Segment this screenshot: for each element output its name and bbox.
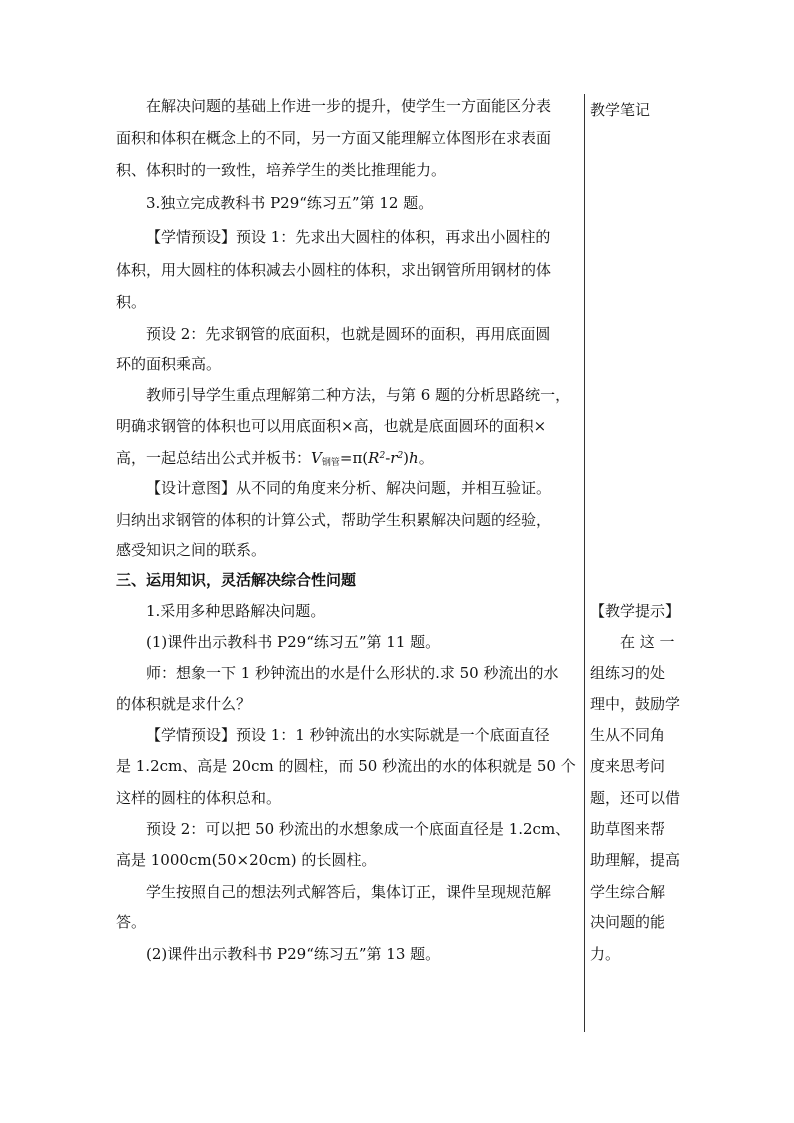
paragraph-line: 师：想象一下 1 秒钟流出的水是什么形状的.求 50 秒流出的水	[146, 664, 559, 682]
teaching-tip-line: 决问题的能	[590, 913, 666, 931]
teaching-tip-line: 学生综合解	[590, 883, 666, 901]
paragraph-line: 答。	[116, 913, 147, 931]
paragraph-line: (2)课件出示教科书 P29“练习五”第 13 题。	[146, 945, 441, 963]
teaching-notes-title: 教学笔记	[590, 101, 651, 119]
teaching-tip-line: 题，还可以借	[590, 789, 681, 807]
paragraph-line: 体积，用大圆柱的体积减去小圆柱的体积，求出钢管所用钢材的体	[116, 261, 552, 279]
volume-formula: $V_{钢管}=\pi(R^2-r^2)h$。	[311, 449, 434, 468]
paragraph-text: 高，一起总结出公式并板书：	[116, 449, 312, 467]
paragraph-line: 【学情预设】预设 1：先求出大圆柱的体积，再求出小圆柱的	[146, 228, 551, 246]
paragraph-line: (1)课件出示教科书 P29“练习五”第 11 题。	[146, 633, 441, 651]
teaching-tip-line: 组练习的处	[590, 664, 666, 682]
teaching-tip-line: 生从不同角	[590, 726, 666, 744]
formula-line	[116, 446, 434, 466]
paragraph-line: 预设 2：先求钢管的底面积，也就是圆环的面积，再用底面圆	[146, 325, 551, 343]
paragraph-line: 积。	[116, 293, 147, 311]
column-divider	[584, 94, 585, 1032]
paragraph-line: 环的面积乘高。	[116, 355, 222, 373]
section-heading: 三、运用知识，灵活解决综合性问题	[116, 571, 357, 589]
teaching-tip-line: 度来思考问	[590, 757, 666, 775]
paragraph-line: 学生按照自己的想法列式解答后，集体订正，课件呈现规范解	[146, 883, 552, 901]
paragraph-line: 【设计意图】从不同的角度来分析、解决问题，并相互验证。	[146, 479, 552, 497]
paragraph-line: 感受知识之间的联系。	[116, 541, 267, 559]
paragraph-line: 这样的圆柱的体积总和。	[116, 789, 282, 807]
paragraph-line: 3.独立完成教科书 P29“练习五”第 12 题。	[146, 194, 434, 212]
paragraph-line: 教师引导学生重点理解第二种方法，与第 6 题的分析思路统一，	[146, 386, 571, 404]
teaching-tip-line: 力。	[590, 945, 621, 963]
paragraph-line: 高是 1000cm(50×20cm) 的长圆柱。	[116, 851, 377, 869]
paragraph-line: 是 1.2cm、高是 20cm 的圆柱，而 50 秒流出的水的体积就是 50 个	[116, 757, 576, 775]
teaching-tip-line: 助草图来帮	[590, 820, 666, 838]
paragraph-line: 积、体积时的一致性，培养学生的类比推理能力。	[116, 161, 447, 179]
paragraph-line: 面积和体积在概念上的不同，另一方面又能理解立体图形在求表面	[116, 129, 552, 147]
paragraph-line: 1.采用多种思路解决问题。	[146, 602, 326, 620]
paragraph-line: 明确求钢管的体积也可以用底面积×高，也就是底面圆环的面积×	[116, 417, 547, 435]
teaching-tip-line: 助理解，提高	[590, 851, 681, 869]
paragraph-line: 的体积就是求什么？	[116, 695, 252, 713]
teaching-tip-line: 在 这 一	[620, 633, 675, 651]
paragraph-line: 归纳出求钢管的体积的计算公式，帮助学生积累解决问题的经验，	[116, 511, 552, 529]
paragraph-line: 预设 2：可以把 50 秒流出的水想象成一个底面直径是 1.2cm、	[146, 820, 571, 838]
teaching-tip-title: 【教学提示】	[590, 602, 681, 620]
paragraph-line: 【学情预设】预设 1：1 秒钟流出的水实际就是一个底面直径	[146, 726, 550, 744]
paragraph-line: 在解决问题的基础上作进一步的提升，使学生一方面能区分表	[146, 97, 552, 115]
teaching-tip-line: 理中，鼓励学	[590, 695, 681, 713]
